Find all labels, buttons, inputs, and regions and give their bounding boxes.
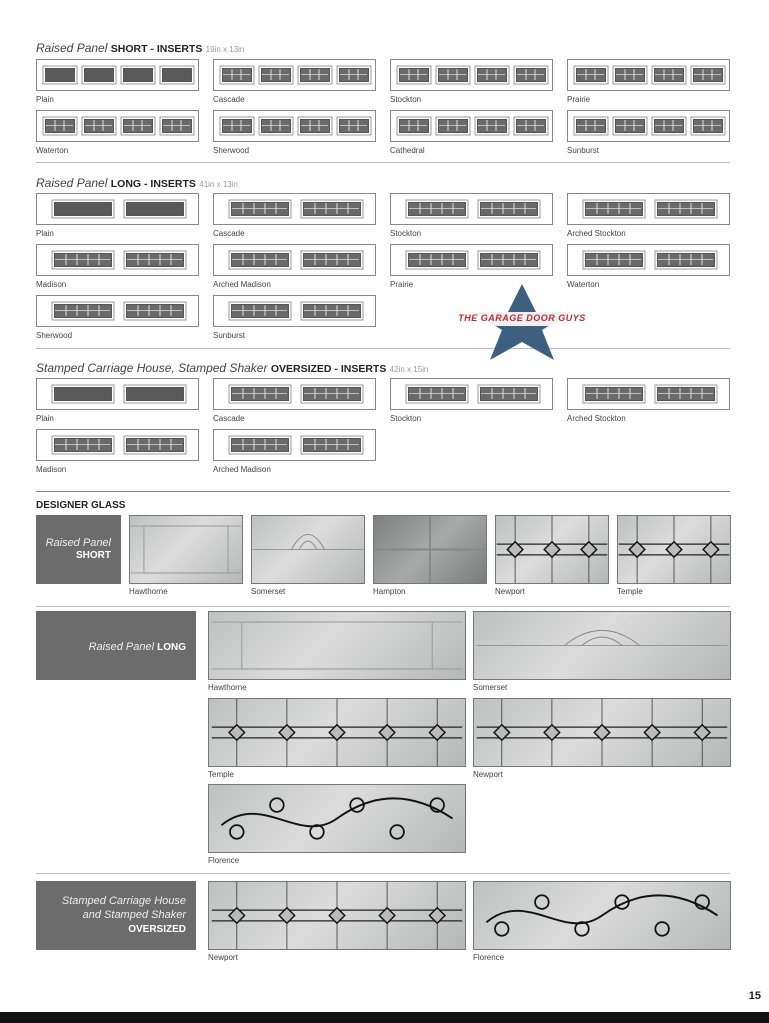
grille-pattern-icon: [127, 439, 182, 450]
insert-window: [84, 119, 114, 133]
insert-window: [339, 119, 369, 133]
insert-caption: Cathedral: [390, 146, 425, 155]
glass-caption: Hawthorne: [129, 587, 168, 596]
grille-pattern-icon: [163, 120, 190, 131]
glass-tile-long-newport[interactable]: [473, 698, 731, 767]
insert-window: [231, 304, 289, 318]
insert-window: [657, 387, 715, 401]
insert-window: [162, 68, 192, 82]
glass-tile-short-hampton[interactable]: [373, 515, 487, 584]
insert-window: [480, 202, 538, 216]
insert-caption: Prairie: [390, 280, 414, 289]
insert-window: [615, 119, 645, 133]
designer-short-label: Raised Panel SHORT: [36, 515, 121, 584]
insert-tile-short-prairie[interactable]: [567, 59, 730, 91]
insert-tile-short-plain[interactable]: [36, 59, 199, 91]
grille-pattern-icon: [586, 254, 641, 265]
insert-caption: Prairie: [567, 95, 591, 104]
insert-window: [126, 387, 184, 401]
grille-pattern-icon: [127, 305, 182, 316]
insert-window: [54, 253, 112, 267]
grille-pattern-icon: [400, 69, 427, 80]
insert-tile-long-stockton[interactable]: [390, 193, 553, 225]
glass-tile-long-hawthorne[interactable]: [208, 611, 466, 680]
insert-caption: Sherwood: [36, 331, 73, 340]
insert-window: [261, 119, 291, 133]
grille-pattern-icon: [439, 69, 466, 80]
insert-window: [303, 253, 361, 267]
insert-caption: Plain: [36, 414, 54, 423]
insert-window: [54, 202, 112, 216]
grille-pattern-icon: [304, 203, 359, 214]
glass-tile-long-somerset[interactable]: [473, 611, 731, 680]
glass-caption: Temple: [208, 770, 234, 779]
insert-tile-long-sherwood[interactable]: [36, 295, 199, 327]
insert-window: [54, 304, 112, 318]
insert-window: [516, 119, 546, 133]
grille-pattern-icon: [340, 69, 367, 80]
insert-window: [585, 202, 643, 216]
insert-tile-oversized-cascade[interactable]: [213, 378, 376, 410]
divider: [36, 606, 730, 607]
grille-pattern-icon: [586, 388, 641, 399]
insert-window: [408, 387, 466, 401]
insert-caption: Arched Madison: [213, 465, 271, 474]
grid-glass-pattern-icon: [130, 516, 242, 583]
glass-tile-long-florence[interactable]: [208, 784, 466, 853]
grille-pattern-icon: [577, 120, 604, 131]
glass-tile-oversized-florence[interactable]: [473, 881, 731, 950]
insert-caption: Madison: [36, 280, 67, 289]
insert-caption: Stockton: [390, 95, 422, 104]
insert-tile-short-cascade[interactable]: [213, 59, 376, 91]
section-title-oversized: Stamped Carriage House, Stamped Shaker OVERSIZED - INSERTS 42in x 15in: [36, 361, 429, 375]
insert-tile-oversized-arched-madison[interactable]: [213, 429, 376, 461]
divider: [36, 162, 730, 163]
glass-caption: Newport: [208, 953, 238, 962]
insert-window: [126, 438, 184, 452]
grille-pattern-icon: [409, 388, 464, 399]
insert-window: [231, 202, 289, 216]
grille-pattern-icon: [223, 120, 250, 131]
insert-window: [438, 119, 468, 133]
insert-window: [222, 119, 252, 133]
insert-window: [576, 68, 606, 82]
insert-tile-short-stockton[interactable]: [390, 59, 553, 91]
insert-window: [480, 253, 538, 267]
glass-caption: Somerset: [473, 683, 508, 692]
grille-pattern-icon: [301, 69, 328, 80]
insert-caption: Cascade: [213, 414, 245, 423]
insert-window: [693, 68, 723, 82]
glass-caption: Temple: [617, 587, 643, 596]
glass-caption: Hawthorne: [208, 683, 247, 692]
insert-tile-short-waterton[interactable]: [36, 110, 199, 142]
insert-window: [126, 304, 184, 318]
insert-caption: Cascade: [213, 229, 245, 238]
grille-pattern-icon: [301, 120, 328, 131]
section-title-long: Raised Panel LONG - INSERTS 41in x 13in: [36, 176, 238, 190]
grille-pattern-icon: [127, 254, 182, 265]
insert-caption: Sherwood: [213, 146, 250, 155]
insert-window: [300, 68, 330, 82]
diamond-glass-pattern-icon: [474, 699, 730, 766]
insert-caption: Stockton: [390, 229, 422, 238]
grille-pattern-icon: [478, 69, 505, 80]
insert-window: [300, 119, 330, 133]
glass-tile-short-somerset[interactable]: [251, 515, 365, 584]
insert-window: [231, 438, 289, 452]
diamond-glass-pattern-icon: [618, 516, 730, 583]
grille-pattern-icon: [46, 120, 73, 131]
grille-pattern-icon: [616, 120, 643, 131]
insert-window: [654, 119, 684, 133]
grille-pattern-icon: [655, 69, 682, 80]
insert-window: [261, 68, 291, 82]
insert-window: [477, 68, 507, 82]
grille-pattern-icon: [304, 439, 359, 450]
grille-pattern-icon: [262, 120, 289, 131]
page-number: 15: [748, 990, 761, 1002]
insert-window: [84, 68, 114, 82]
grille-pattern-icon: [481, 203, 536, 214]
grille-pattern-icon: [655, 120, 682, 131]
insert-caption: Stockton: [390, 414, 422, 423]
grid-glass-pattern-icon: [209, 612, 465, 679]
grille-pattern-icon: [262, 69, 289, 80]
grille-pattern-icon: [517, 120, 544, 131]
insert-window: [408, 202, 466, 216]
grille-pattern-icon: [400, 120, 427, 131]
insert-window: [54, 387, 112, 401]
insert-window: [576, 119, 606, 133]
insert-window: [54, 438, 112, 452]
scroll-glass-pattern-icon: [209, 785, 465, 852]
designer-long-label: Raised Panel LONG: [36, 611, 196, 680]
insert-tile-long-plain[interactable]: [36, 193, 199, 225]
insert-tile-oversized-plain[interactable]: [36, 378, 199, 410]
insert-window: [399, 119, 429, 133]
grille-pattern-icon: [124, 120, 151, 131]
grille-pattern-icon: [694, 69, 721, 80]
grille-pattern-icon: [577, 69, 604, 80]
grille-pattern-icon: [439, 120, 466, 131]
insert-tile-short-cathedral[interactable]: [390, 110, 553, 142]
insert-window: [123, 119, 153, 133]
grille-pattern-icon: [232, 439, 287, 450]
insert-window: [231, 387, 289, 401]
glass-tile-oversized-newport[interactable]: [208, 881, 466, 950]
insert-caption: Sunburst: [213, 331, 246, 340]
grille-pattern-icon: [481, 388, 536, 399]
grille-pattern-icon: [409, 254, 464, 265]
insert-window: [657, 202, 715, 216]
grille-pattern-icon: [232, 305, 287, 316]
insert-window: [303, 387, 361, 401]
grille-pattern-icon: [478, 120, 505, 131]
company-logo: [452, 282, 592, 382]
glass-caption: Florence: [208, 856, 240, 865]
insert-window: [408, 253, 466, 267]
grille-pattern-icon: [658, 254, 713, 265]
insert-caption: Waterton: [567, 280, 600, 289]
insert-window: [45, 119, 75, 133]
insert-window: [231, 253, 289, 267]
footer-bar: [0, 1012, 769, 1023]
insert-tile-long-cascade[interactable]: [213, 193, 376, 225]
grille-pattern-icon: [55, 305, 110, 316]
designer-oversized-label: Stamped Carriage House and Stamped Shaker OVERSIZED: [36, 881, 196, 950]
grille-pattern-icon: [340, 120, 367, 131]
glass-caption: Somerset: [251, 587, 286, 596]
insert-tile-oversized-arched-stockton[interactable]: [567, 378, 730, 410]
grille-pattern-icon: [55, 439, 110, 450]
insert-window: [339, 68, 369, 82]
insert-window: [585, 387, 643, 401]
insert-caption: Arched Stockton: [567, 414, 626, 423]
insert-tile-long-waterton[interactable]: [567, 244, 730, 276]
insert-caption: Plain: [36, 95, 54, 104]
divider: [36, 873, 730, 874]
insert-tile-oversized-madison[interactable]: [36, 429, 199, 461]
grille-pattern-icon: [658, 203, 713, 214]
insert-window: [585, 253, 643, 267]
insert-tile-long-madison[interactable]: [36, 244, 199, 276]
glass-caption: Florence: [473, 953, 505, 962]
divider: [36, 491, 730, 492]
insert-window: [516, 68, 546, 82]
insert-tile-long-arched-madison[interactable]: [213, 244, 376, 276]
insert-window: [303, 202, 361, 216]
insert-window: [45, 68, 75, 82]
insert-window: [654, 68, 684, 82]
insert-window: [657, 253, 715, 267]
scroll-glass-pattern-icon: [474, 882, 730, 949]
insert-caption: Arched Stockton: [567, 229, 626, 238]
insert-window: [162, 119, 192, 133]
insert-caption: Cascade: [213, 95, 245, 104]
insert-window: [126, 202, 184, 216]
glass-tile-short-hawthorne[interactable]: [129, 515, 243, 584]
designer-glass-heading: DESIGNER GLASS: [36, 500, 126, 511]
grille-pattern-icon: [304, 305, 359, 316]
grille-pattern-icon: [304, 388, 359, 399]
logo-text: THE GARAGE DOOR GUYS: [458, 313, 586, 323]
insert-tile-short-sunburst[interactable]: [567, 110, 730, 142]
somerset-glass-pattern-icon: [474, 612, 730, 679]
star-logo-icon: [452, 282, 592, 382]
grille-pattern-icon: [586, 203, 641, 214]
somerset-glass-pattern-icon: [252, 516, 364, 583]
diamond-glass-pattern-icon: [209, 882, 465, 949]
glass-tile-short-newport[interactable]: [495, 515, 609, 584]
hampton-glass-pattern-icon: [374, 516, 486, 583]
grille-pattern-icon: [304, 254, 359, 265]
insert-caption: Sunburst: [567, 146, 600, 155]
grille-pattern-icon: [55, 254, 110, 265]
insert-caption: Waterton: [36, 146, 69, 155]
insert-window: [615, 68, 645, 82]
section-title-short: Raised Panel SHORT - INSERTS 19in x 13in: [36, 41, 245, 55]
grille-pattern-icon: [232, 203, 287, 214]
insert-tile-oversized-stockton[interactable]: [390, 378, 553, 410]
grille-pattern-icon: [481, 254, 536, 265]
insert-window: [123, 68, 153, 82]
grille-pattern-icon: [85, 120, 112, 131]
insert-tile-long-prairie[interactable]: [390, 244, 553, 276]
insert-window: [693, 119, 723, 133]
insert-tile-short-sherwood[interactable]: [213, 110, 376, 142]
diamond-glass-pattern-icon: [209, 699, 465, 766]
grille-pattern-icon: [232, 388, 287, 399]
insert-window: [438, 68, 468, 82]
grille-pattern-icon: [232, 254, 287, 265]
glass-tile-long-temple[interactable]: [208, 698, 466, 767]
insert-window: [303, 438, 361, 452]
glass-caption: Newport: [495, 587, 525, 596]
insert-window: [303, 304, 361, 318]
insert-window: [480, 387, 538, 401]
glass-caption: Newport: [473, 770, 503, 779]
grille-pattern-icon: [409, 203, 464, 214]
insert-caption: Plain: [36, 229, 54, 238]
grille-pattern-icon: [658, 388, 713, 399]
insert-window: [477, 119, 507, 133]
grille-pattern-icon: [694, 120, 721, 131]
insert-caption: Madison: [36, 465, 67, 474]
divider: [36, 348, 730, 349]
insert-window: [222, 68, 252, 82]
glass-tile-short-temple[interactable]: [617, 515, 731, 584]
insert-window: [126, 253, 184, 267]
glass-caption: Hampton: [373, 587, 406, 596]
insert-tile-long-arched-stockton[interactable]: [567, 193, 730, 225]
grille-pattern-icon: [616, 69, 643, 80]
insert-caption: Arched Madison: [213, 280, 271, 289]
grille-pattern-icon: [223, 69, 250, 80]
insert-tile-long-sunburst[interactable]: [213, 295, 376, 327]
grille-pattern-icon: [517, 69, 544, 80]
diamond-glass-pattern-icon: [496, 516, 608, 583]
insert-window: [399, 68, 429, 82]
